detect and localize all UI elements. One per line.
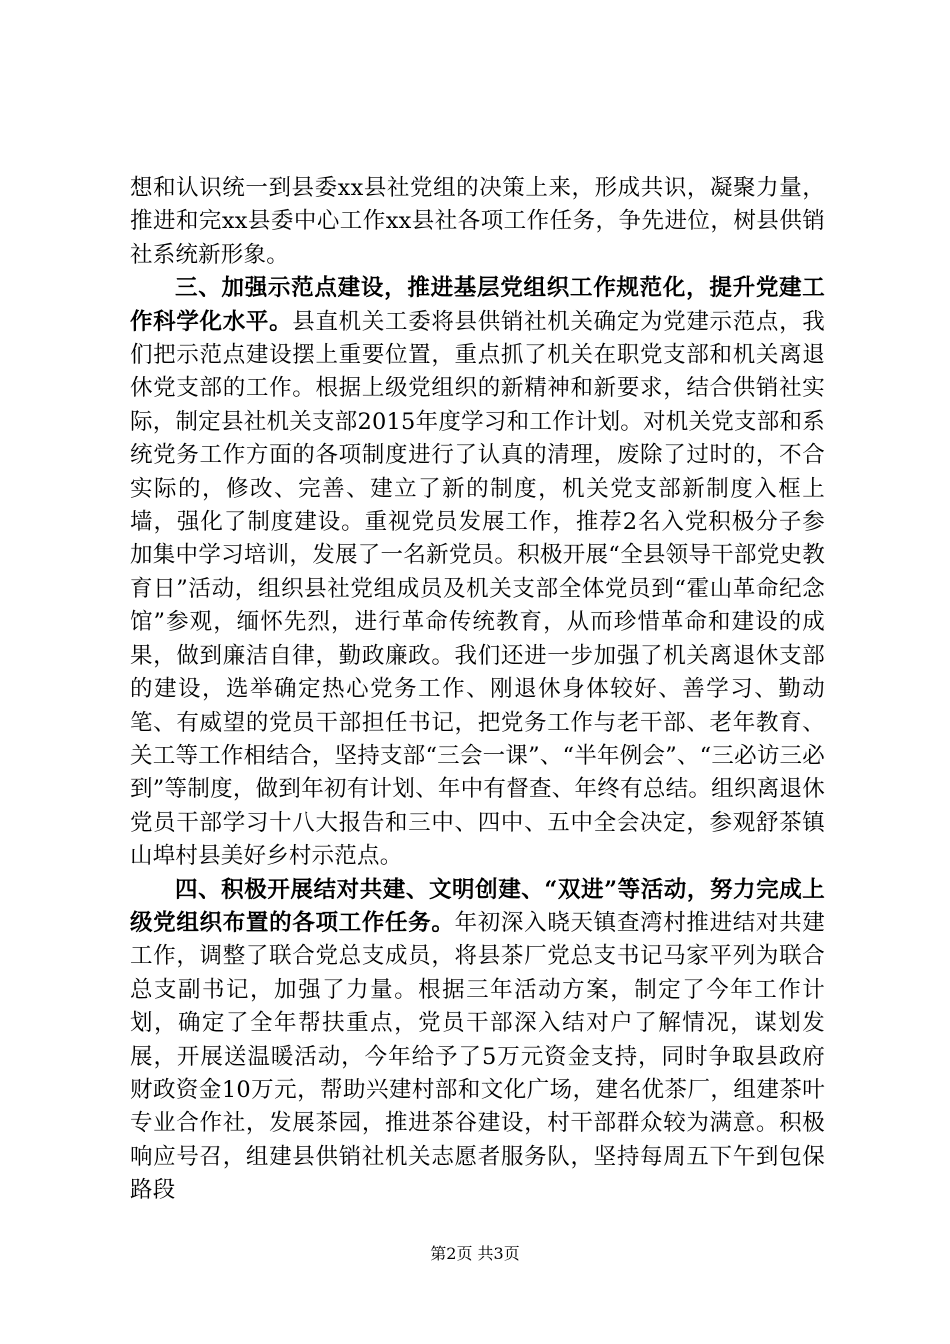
document-body	[130, 172, 825, 1208]
paragraph-text: 县直机关工委将县供销社机关确定为党建示范点，我们把示范点建设摆上重要位置，重点抓了机关在职党支部和机关离退休党支部的工作。根据上级党组织的新精神和新要求，结合供销社实际，制定县社机关支部2015年度学习和工作计划。对机关党支部和系统党务工作方面的各项制度进行了认真的清理，废除了过时的，不合实际的，修改、完善、建立了新的制度，机关党支部新制度入框上墙，强化了制度建设。重视党员发展工作，推荐2名入党积极分子参加集中学习培训，发展了一名新党员。积极开展“全县领导干部党史教育日”活动，组织县社党组成员及机关支部全体党员到“霍山革命纪念馆”参观，缅怀先烈，进行革命传统教育，从而珍惜革命和建设的成果，做到廉洁自律，勤政廉政。我们还进一步加强了机关离退休支部的建设，选举确定热心党务工作、刚退休身体较好、善学习、勤动笔、有威望的党员干部担任书记，把党务工作与老干部、老年教育、关工等工作相结合，坚持支部“三会一课”、“半年例会”、“三必访三必到”等制度，做到年初有计划、年中有督查、年终有总结。组织离退休党员干部学习十八大报告和三中、四中、五中全会决定，参观舒茶镇山埠村县美好乡村示范点。	[130, 308, 825, 870]
paragraph-section-four	[130, 874, 825, 1208]
page-footer: 第2页 共3页	[430, 1244, 520, 1263]
paragraph-text: 想和认识统一到县委xx县社党组的决策上来，形成共识，凝聚力量，推进和完xx县委中心工作xx县社各项工作任务，争先进位，树县供销社系统新形象。	[130, 175, 825, 268]
paragraph-section-three	[130, 272, 825, 873]
section-heading-four: 四、积极开展结对共建、文明创建、“双进”等活动，努力完成上级党组织布置的各项工作任务。	[130, 876, 825, 936]
paragraph-text: 年初深入晓天镇查湾村推进结对共建工作，调整了联合党总支成员，将县茶厂党总支书记马家平列为联合总支副书记，加强了力量。根据三年活动方案，制定了今年工作计划，确定了全年帮扶重点，党员干部深入结对户了解情况，谋划发展，开展送温暖活动，今年给予了5万元资金支持，同时争取县政府财政资金10万元，帮助兴建村部和文化广场，建名优茶厂，组建茶叶专业合作社，发展茶园，推进茶谷建设，村干部群众较为满意。积极响应号召，组建县供销社机关志愿者服务队，坚持每周五下午到包保路段	[130, 909, 825, 1204]
paragraph-continuation	[130, 172, 825, 272]
section-heading-three: 三、加强示范点建设，推进基层党组织工作规范化，提升党建工作科学化水平。	[130, 275, 825, 335]
